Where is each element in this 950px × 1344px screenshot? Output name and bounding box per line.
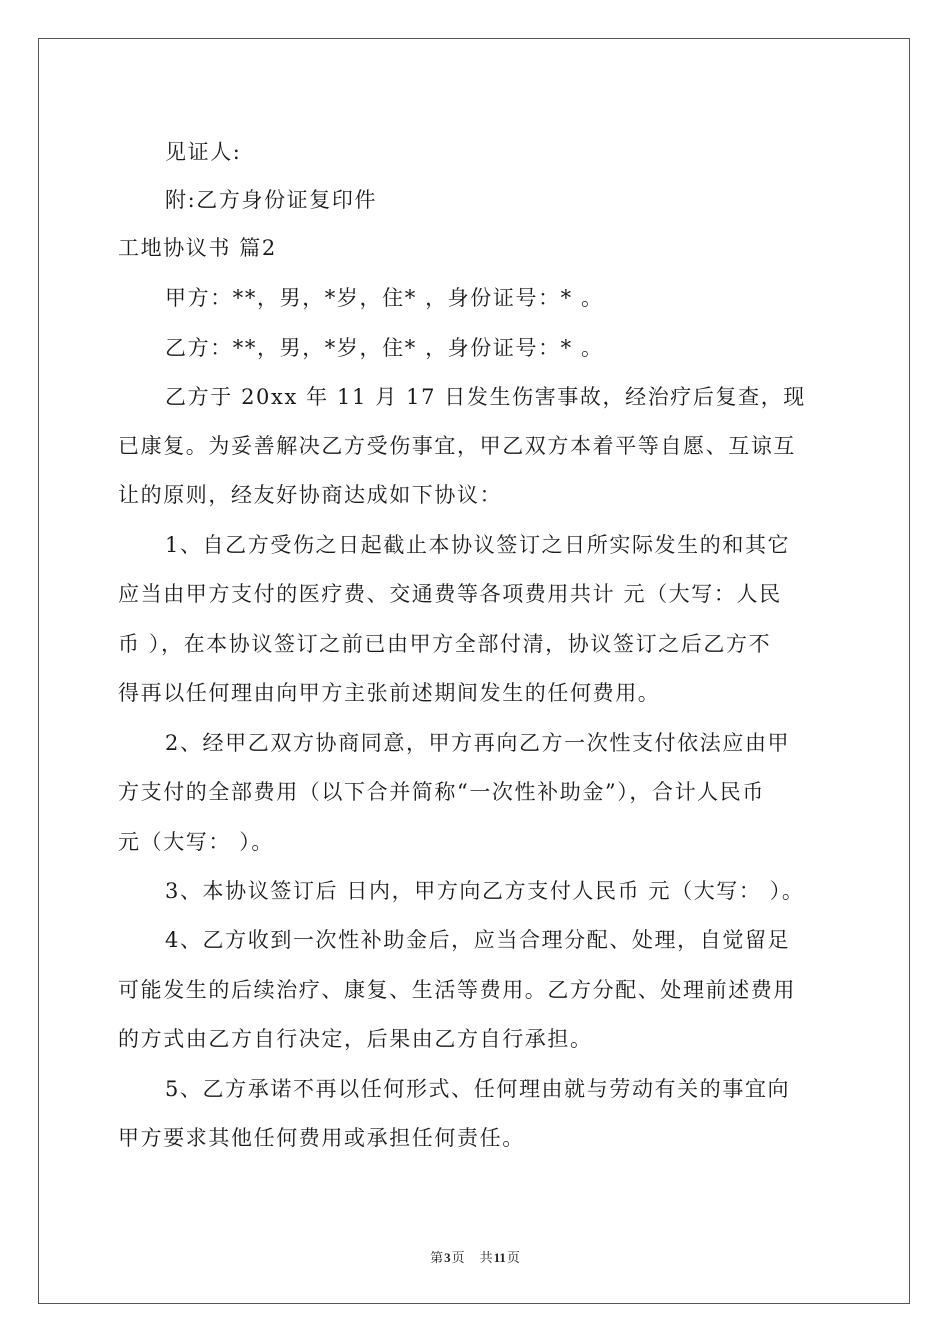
current-page-number: 3 bbox=[444, 1250, 451, 1265]
paragraph-line: 已康复。为妥善解决乙方受伤事宜，甲乙双方本着平等自愿、互谅互 bbox=[118, 434, 796, 458]
page-prefix: 第 bbox=[430, 1250, 444, 1265]
attachment-note: 附:乙方身份证复印件 bbox=[165, 188, 378, 212]
total-suffix: 页 bbox=[506, 1250, 520, 1265]
total-pages-number: 11 bbox=[493, 1250, 506, 1265]
page-suffix: 页 bbox=[451, 1250, 465, 1265]
clause-2-line: 方支付的全部费用（以下合并简称“一次性补助金”），合计人民币 bbox=[118, 780, 765, 804]
clause-5-line: 甲方要求其他任何费用或承担任何责任。 bbox=[118, 1126, 525, 1150]
clause-1-line: 1、自乙方受伤之日起截止本协议签订之日所实际发生的和其它 bbox=[165, 533, 791, 557]
clause-1-line: 应当由甲方支付的医疗费、交通费等各项费用共计 元（大写：人民 bbox=[118, 582, 782, 606]
clause-2-line: 2、经甲乙双方协商同意，甲方再向乙方一次性支付依法应由甲 bbox=[165, 731, 791, 755]
clause-3-line: 3、本协议签订后 日内，甲方向乙方支付人民币 元（大写： ）。 bbox=[165, 879, 805, 903]
clause-2-line: 元（大写： ）。 bbox=[118, 830, 274, 854]
clause-5-line: 5、乙方承诺不再以任何形式、任何理由就与劳动有关的事宜向 bbox=[165, 1077, 791, 1101]
clause-1-line: 币 ），在本协议签订之前已由甲方全部付清，协议签订之后乙方不 bbox=[118, 632, 772, 656]
paragraph-line: 乙方于 20xx 年 11 月 17 日发生伤害事故，经治疗后复查，现 bbox=[165, 385, 806, 409]
clause-4-line: 可能发生的后续治疗、康复、生活等费用。乙方分配、处理前述费用 bbox=[118, 978, 796, 1002]
clause-4-line: 4、乙方收到一次性补助金后，应当合理分配、处理，自觉留足 bbox=[165, 928, 791, 952]
witness-label: 见证人: bbox=[165, 140, 242, 164]
page-border bbox=[38, 38, 910, 1304]
party-a-info: 甲方：**，男，*岁，住* ，身份证号：* 。 bbox=[165, 286, 604, 310]
clause-1-line: 得再以任何理由向甲方主张前述期间发生的任何费用。 bbox=[118, 681, 661, 705]
page-footer bbox=[0, 1247, 950, 1266]
clause-4-line: 的方式由乙方自行决定，后果由乙方自行承担。 bbox=[118, 1027, 593, 1051]
paragraph-line: 让的原则，经友好协商达成如下协议： bbox=[118, 483, 503, 507]
section-heading: 工地协议书 篇2 bbox=[118, 236, 277, 260]
total-prefix: 共 bbox=[479, 1250, 493, 1265]
party-b-info: 乙方：**，男，*岁，住* ，身份证号：* 。 bbox=[165, 336, 604, 360]
